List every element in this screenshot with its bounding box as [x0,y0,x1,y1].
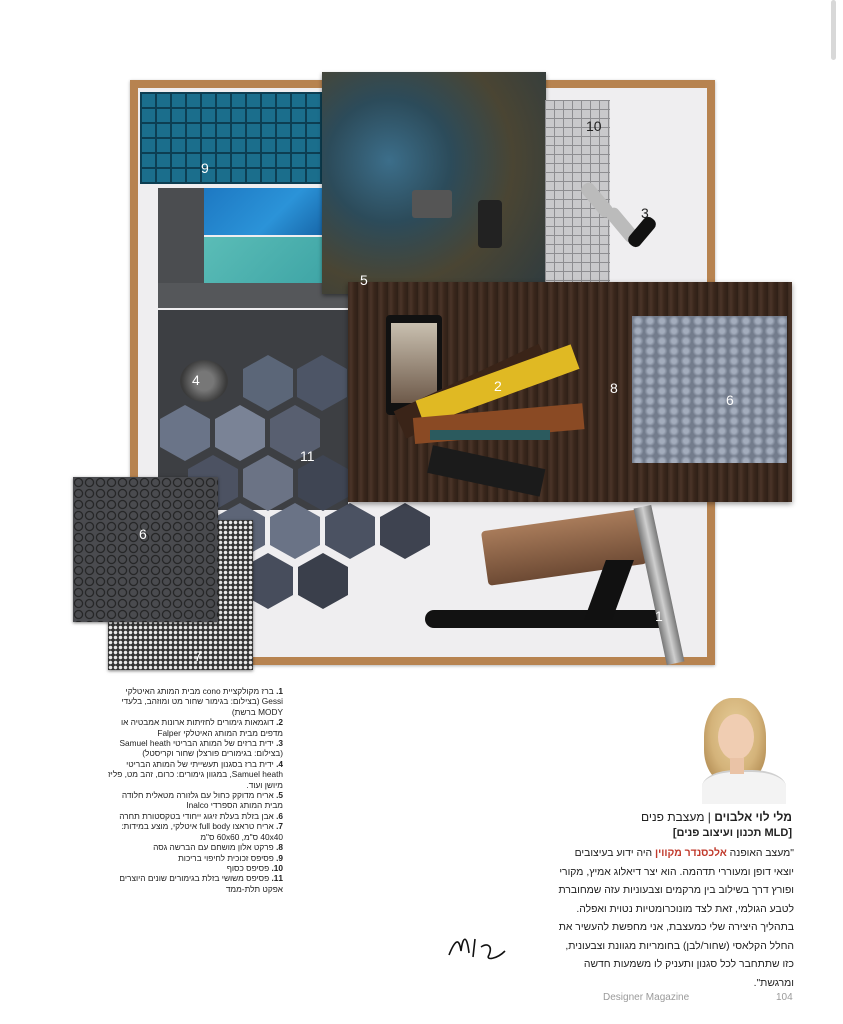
caption-item: 7. אריח טראצו full body איטלקי, מוצע במידות: 40x40 ס"מ, 60x60 ס"מ [121,821,283,842]
caption-item: 6. אבן בזלת בעלת זיגוג ייחודי בטקסטורת תחרה [119,810,283,821]
lace-basalt-stone [632,316,787,463]
scrollbar[interactable] [831,0,836,60]
quote-highlight: אלכסנדר מקווין [655,848,727,859]
caption-item: 5. אריח מדוקק כחול עם גלזורה מטאלית חלודה מבית המותג הספרדי Inalco [121,790,283,811]
designer-role: | מעצבת פנים [640,810,711,824]
designer-firm: [MLD תכנון ועיצוב פנים] [672,827,792,839]
caption-item: 4. ידית ברז בסגנון תעשייתי של המותג הבריטי Samuel heath, במגוון גימורים: כרום, זהב מט, פליז מיושן ועוד. [107,758,283,790]
footer-magazine-name: Designer Magazine [603,992,690,1003]
caption-item: 10. פסיפס כסוף [226,862,283,873]
aqua-glazed-tile [202,237,324,283]
caption-item: 8. פרקט אלון מושחם עם הברשה גסה [153,842,283,853]
label-8: 8 [610,380,618,396]
blue-mosaic-tile [140,92,325,184]
designer-portrait [682,692,794,804]
caption-item: 3. ידית ברזים של המותג הבריטי Samuel heath (בצילום: בגימורים פורצלן שחור וקריסטל) [119,738,283,759]
label-2: 2 [494,378,502,394]
caption-item: 11. פסיפס משושי בזלת בגימורים שונים היוצרים אפקט תלת-ממד [119,873,283,894]
designer-quote: "מעצב האופנה אלכסנדר מקווין היה ידוע בעיצובים יוצאי דופן ומעוררי תדהמה. הוא יצר דיאלוג אמיץ, מקורי ופורץ דרך בשילוב בין מרקמים וצבעוניות עזה שמחוברת לטבע הגולמי, זאת לצד מונוכרומטיות נטוית ואפלה. בתהליך היצירה שלי כמעצבת, אני מחפשת להעשיר את החלל הקלאסי (שחור/לבן) בחומריות מגוונת וצבעונית, כזו שתתחבר לכל סגנון ותעניק לו משמעות חדשה ומרגשת". [558,848,794,989]
rust-blue-tile [322,72,546,294]
label-5: 5 [360,272,368,288]
label-6-lace: 6 [139,526,147,542]
black-handle [478,200,502,248]
lace-stone-tile [73,477,218,622]
label-10: 10 [586,118,602,134]
label-1: 1 [655,608,663,624]
label-7: 7 [194,648,202,664]
caption-item: 2. דוגמאות גימורים לחזיתות ארונות אמבטיה או מדפים מבית המותג האיטלקי Falper [120,717,283,738]
label-9: 9 [201,160,209,176]
label-6-stone: 6 [726,392,734,408]
crystal-handles [580,175,670,260]
caption-item: 9. פסיפס זכוכית לחיפוי בריכות [178,852,283,863]
dark-basalt-slab-lower [158,283,348,308]
footer-page-number: 104 [776,992,793,1003]
handwritten-signature [445,925,515,967]
designer-name: מלי לוי אלבוים [714,810,792,824]
designer-name-line [560,810,792,824]
blue-glazed-tile [202,188,324,235]
label-11: 11 [300,448,315,464]
caption-item: 1. ברז מקולקציית cono מבית המותג האיטלקי Gessi (בצילום: בגימור שחור מט ומוזהב, בלעדי MODY ברשת) [121,686,283,717]
industrial-handle-4-top [412,190,452,218]
label-4: 4 [192,372,200,388]
label-3: 3 [641,205,649,221]
finish-sample-teal [430,430,550,440]
industrial-handle [180,360,228,402]
caption-list [108,686,283,894]
